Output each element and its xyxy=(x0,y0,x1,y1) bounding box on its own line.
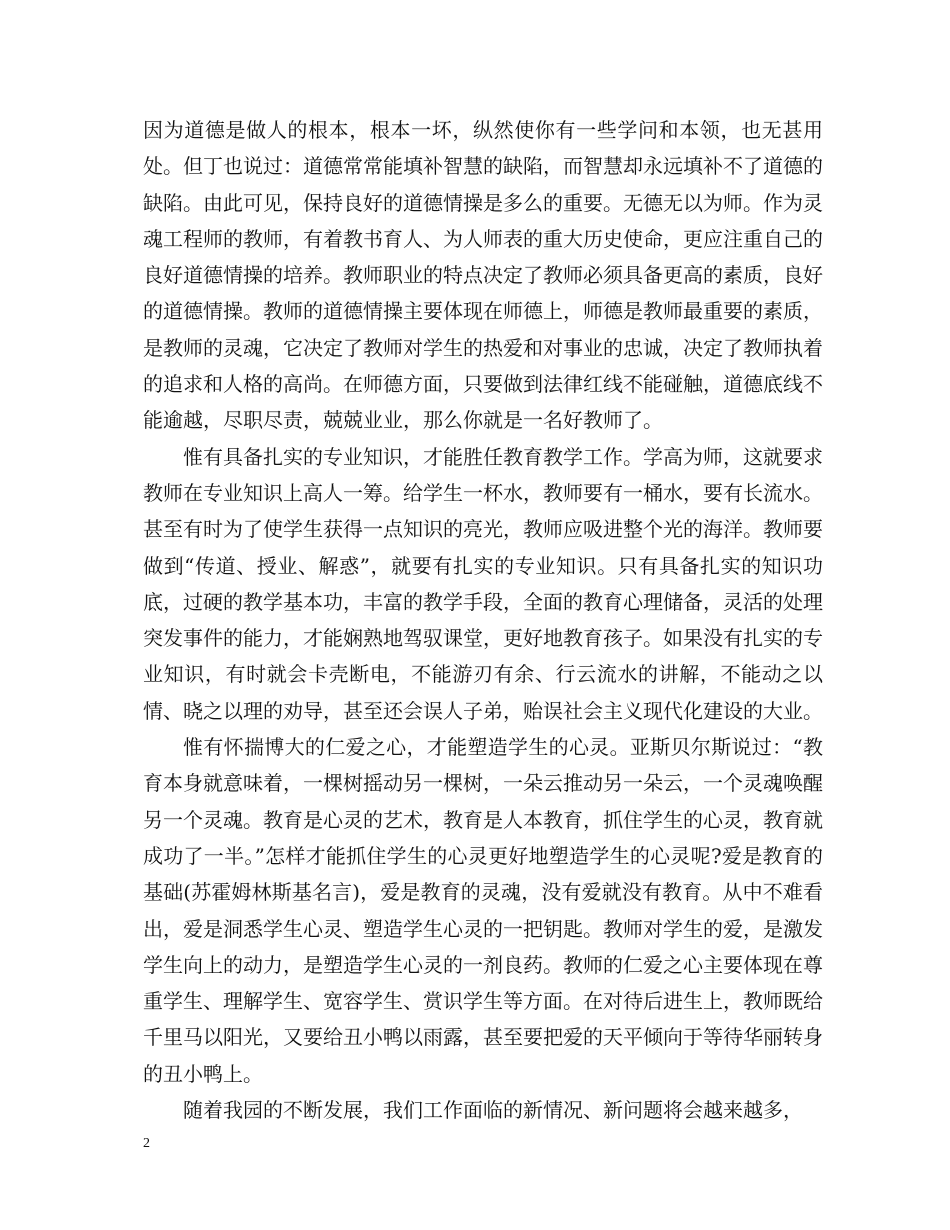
body-paragraph-3: 惟有怀揣博大的仁爱之心，才能塑造学生的心灵。亚斯贝尔斯说过：“教育本身就意味着，一棵树摇动另一棵树，一朵云推动另一朵云，一个灵魂唤醒另一个灵魂。教育是心灵的艺术，教育是人本教育，抓住学生的心灵，教育就成功了一半。”怎样才能抓住学生的心灵更好地塑造学生的心灵呢?爱是教育的基础(苏霍姆林斯基名言)，爱是教育的灵魂，没有爱就没有教育。从中不难看出，爱是洞悉学生心灵、塑造学生心灵的一把钥匙。教师对学生的爱，是激发学生向上的动力，是塑造学生心灵的一剂良药。教师的仁爱之心主要体现在尊重学生、理解学生、宽容学生、赏识学生等方面。在对待后进生上，教师既给千里马以阳光，又要给丑小鸭以雨露，甚至要把爱的天平倾向于等待华丽转身的丑小鸭上。 xyxy=(143,735,823,1086)
page-number: 2 xyxy=(143,1136,150,1151)
page-body xyxy=(143,112,823,1128)
body-paragraph-1: 因为道德是做人的根本，根本一坏，纵然使你有一些学问和本领，也无甚用处。但丁也说过：道德常常能填补智慧的缺陷，而智慧却永远填补不了道德的缺陷。由此可见，保持良好的道德情操是多么的重要。无德无以为师。作为灵魂工程师的教师，有着教书育人、为人师表的重大历史使命，更应注重自己的良好道德情操的培养。教师职业的特点决定了教师必须具备更高的素质，良好的道德情操。教师的道德情操主要体现在师德上，师德是教师最重要的素质，是教师的灵魂，它决定了教师对学生的热爱和对事业的忠诚，决定了教师执着的追求和人格的高尚。在师德方面，只要做到法律红线不能碰触，道德底线不能逾越，尽职尽责，兢兢业业，那么你就是一名好教师了。 xyxy=(143,118,823,433)
body-paragraph-4: 随着我园的不断发展，我们工作面临的新情况、新问题将会越来越多， xyxy=(183,1098,803,1123)
body-paragraph-2: 惟有具备扎实的专业知识，才能胜任教育教学工作。学高为师，这就要求教师在专业知识上高人一筹。给学生一杯水，教师要有一桶水，要有长流水。甚至有时为了使学生获得一点知识的亮光，教师应吸进整个光的海洋。教师要做到“传道、授业、解惑”，就要有扎实的专业知识。只有具备扎实的知识功底，过硬的教学基本功，丰富的教学手段，全面的教育心理储备，灵活的处理突发事件的能力，才能娴熟地驾驭课堂，更好地教育孩子。如果没有扎实的专业知识，有时就会卡壳断电，不能游刃有余、行云流水的讲解，不能动之以情、晓之以理的劝导，甚至还会误人子弟，贻误社会主义现代化建设的大业。 xyxy=(143,444,823,723)
